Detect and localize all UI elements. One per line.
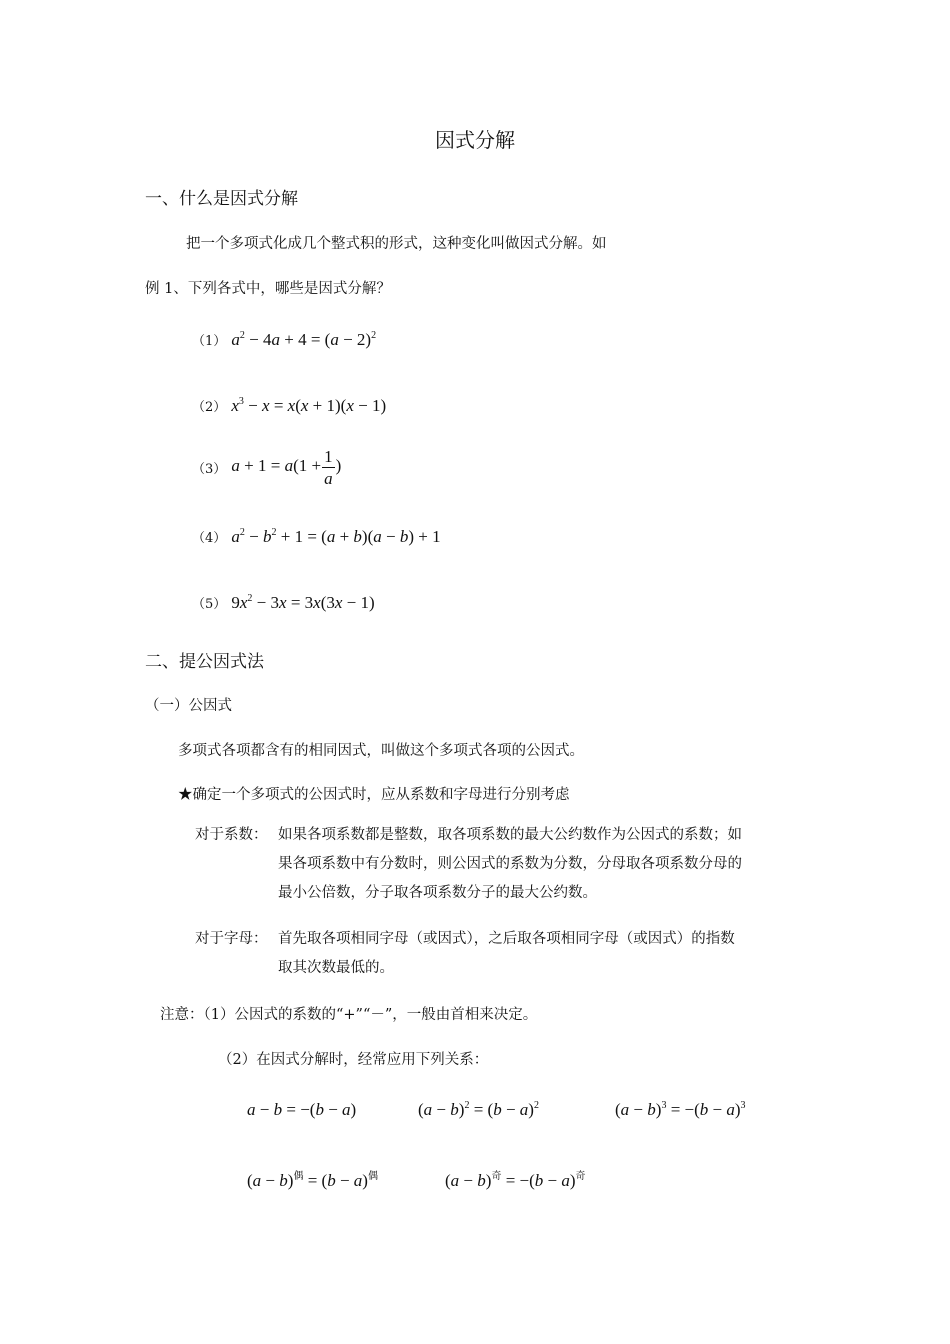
relation-4: $(a - b)^偶 = (b - a)^偶$ — [247, 1171, 378, 1190]
example-item-5 — [192, 593, 375, 613]
star-rule: ★确定一个多项式的公因式时，应从系数和字母进行分别考虑 — [178, 787, 570, 803]
math-expression: $x^3 - x = x(x + 1)(x - 1)$ — [231, 396, 387, 415]
relation-1: a − b = −(b − a) — [247, 1100, 357, 1119]
coefficient-rule — [0, 821, 950, 911]
definition-paragraph: 把一个多项式化成几个整式积的形式，这种变化叫做因式分解。如 — [186, 236, 607, 252]
item-label: （2） — [192, 400, 227, 415]
letter-label: 对于字母： — [195, 931, 268, 947]
relation-3: $(a - b)^3 = -(b - a)^3$ — [615, 1100, 746, 1119]
coefficient-text-line-3: 最小公倍数，分子取各项系数分子的最大公约数。 — [278, 885, 597, 901]
odd-mark: 奇 — [491, 1171, 502, 1182]
section-heading-what-is-factorization: 一、什么是因式分解 — [145, 189, 298, 209]
note-2: （2）在因式分解时，经常应用下列关系： — [218, 1052, 489, 1068]
fraction: $\frac{1}{a}$ — [324, 447, 333, 488]
sub-heading-common-factor: （一）公因式 — [145, 698, 232, 714]
example-item-4 — [192, 527, 441, 547]
coefficient-text-line-1: 如果各项系数都是整数，取各项系数的最大公约数作为公因式的系数；如 — [278, 827, 742, 843]
example-item-2 — [192, 396, 386, 416]
item-label: （4） — [192, 531, 227, 546]
example-item-3 — [192, 448, 341, 487]
item-label: （5） — [192, 597, 227, 612]
odd-mark: 奇 — [575, 1171, 586, 1182]
even-mark: 偶 — [367, 1171, 378, 1182]
letter-text-line-2: 取其次数最低的。 — [278, 960, 394, 976]
relation-5: $(a - b)^奇 = -(b - a)^奇$ — [445, 1171, 586, 1190]
math-expression: $a^2 - b^2 + 1 = (a + b)(a - b) + 1$ — [231, 527, 441, 546]
example-item-1 — [192, 330, 376, 350]
even-mark: 偶 — [293, 1171, 304, 1182]
math-expression: $9x^2 - 3x = 3x(3x - 1)$ — [231, 593, 375, 612]
coefficient-text-line-2: 果各项系数中有分数时，则公因式的系数为分数，分母取各项系数分母的 — [278, 856, 742, 872]
relation-2: $(a - b)^2 = (b - a)^2$ — [418, 1100, 539, 1119]
item-label: （1） — [192, 334, 227, 349]
example-intro: 例 1、下列各式中，哪些是因式分解？ — [145, 281, 391, 297]
note-1: 注意：（1）公因式的系数的“+”“－”，一般由首相来决定。 — [160, 1007, 538, 1023]
letter-rule — [0, 925, 950, 985]
section-heading-common-factor-method: 二、提公因式法 — [145, 652, 264, 672]
common-factor-definition: 多项式各项都含有的相同因式，叫做这个多项式各项的公因式。 — [178, 743, 584, 759]
letter-text-line-1: 首先取各项相同字母（或因式），之后取各项相同字母（或因式）的指数 — [278, 931, 735, 947]
item-label: （3） — [192, 462, 227, 477]
math-expression: $a^2 - 4a + 4 = (a - 2)^2$ — [231, 330, 377, 349]
math-expression: a + 1 = a(1 + $\frac{1}{a}$ ) — [231, 447, 342, 488]
page-title: 因式分解 — [435, 128, 515, 152]
coefficient-label: 对于系数： — [195, 827, 268, 843]
